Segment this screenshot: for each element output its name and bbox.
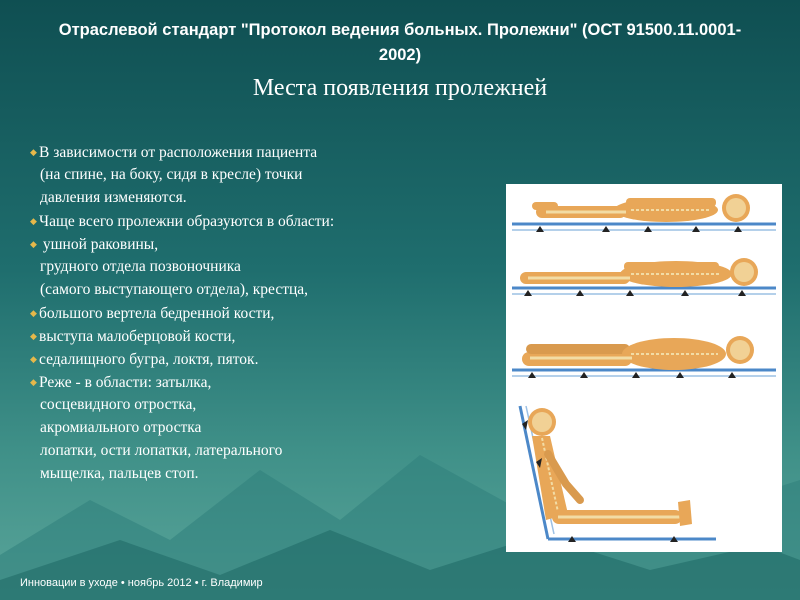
footer-text: Инновации в уходе • ноябрь 2012 • г. Владимир <box>20 577 263 589</box>
list-item: ◆ Реже - в области: затылка, <box>30 370 211 394</box>
diamond-bullet-icon: ◆ <box>30 308 37 318</box>
diamond-bullet-icon: ◆ <box>30 147 37 157</box>
diamond-bullet-icon: ◆ <box>30 377 37 387</box>
list-item-continuation: акромиального отростка <box>40 419 202 436</box>
diamond-bullet-icon: ◆ <box>30 239 37 249</box>
diamond-bullet-icon: ◆ <box>30 216 37 226</box>
list-item-continuation: сосцевидного отростка, <box>40 396 197 413</box>
list-item-continuation: (самого выступающего отдела), крестца, <box>40 281 309 298</box>
pressure-points-illustration <box>506 184 782 552</box>
list-item: ◆ ушной раковины, <box>30 232 158 256</box>
sitting-position-figure <box>520 406 716 542</box>
list-item-continuation: грудного отдела позвоночника <box>40 258 241 275</box>
patient-positions-drawing <box>506 184 782 552</box>
diamond-bullet-icon: ◆ <box>30 331 37 341</box>
list-item-continuation: мыщелка, пальцев стоп. <box>40 465 199 482</box>
list-item: ◆ седалищного бугра, локтя, пяток. <box>30 347 258 371</box>
list-item: ◆ Чаще всего пролежни образуются в области: <box>30 209 334 233</box>
supine-position-figure <box>512 194 776 232</box>
slide-subtitle: Места появления пролежней <box>252 75 548 101</box>
slide-title: Отраслевой стандарт "Протокол ведения больных. Пролежни" (ОСТ 91500.11.0001-2002) <box>58 21 742 64</box>
list-item: ◆ большого вертела бедренной кости, <box>30 301 274 325</box>
list-item-continuation: давления изменяются. <box>40 189 187 206</box>
list-item-continuation: лопатки, ости лопатки, латерального <box>40 442 283 459</box>
list-item: ◆ В зависимости от расположения пациента <box>30 140 317 164</box>
prone-position-figure <box>512 258 776 296</box>
lateral-position-figure <box>512 336 776 378</box>
list-item-continuation: (на спине, на боку, сидя в кресле) точки <box>40 166 303 183</box>
diamond-bullet-icon: ◆ <box>30 354 37 364</box>
list-item: ◆ выступа малоберцовой кости, <box>30 324 235 348</box>
